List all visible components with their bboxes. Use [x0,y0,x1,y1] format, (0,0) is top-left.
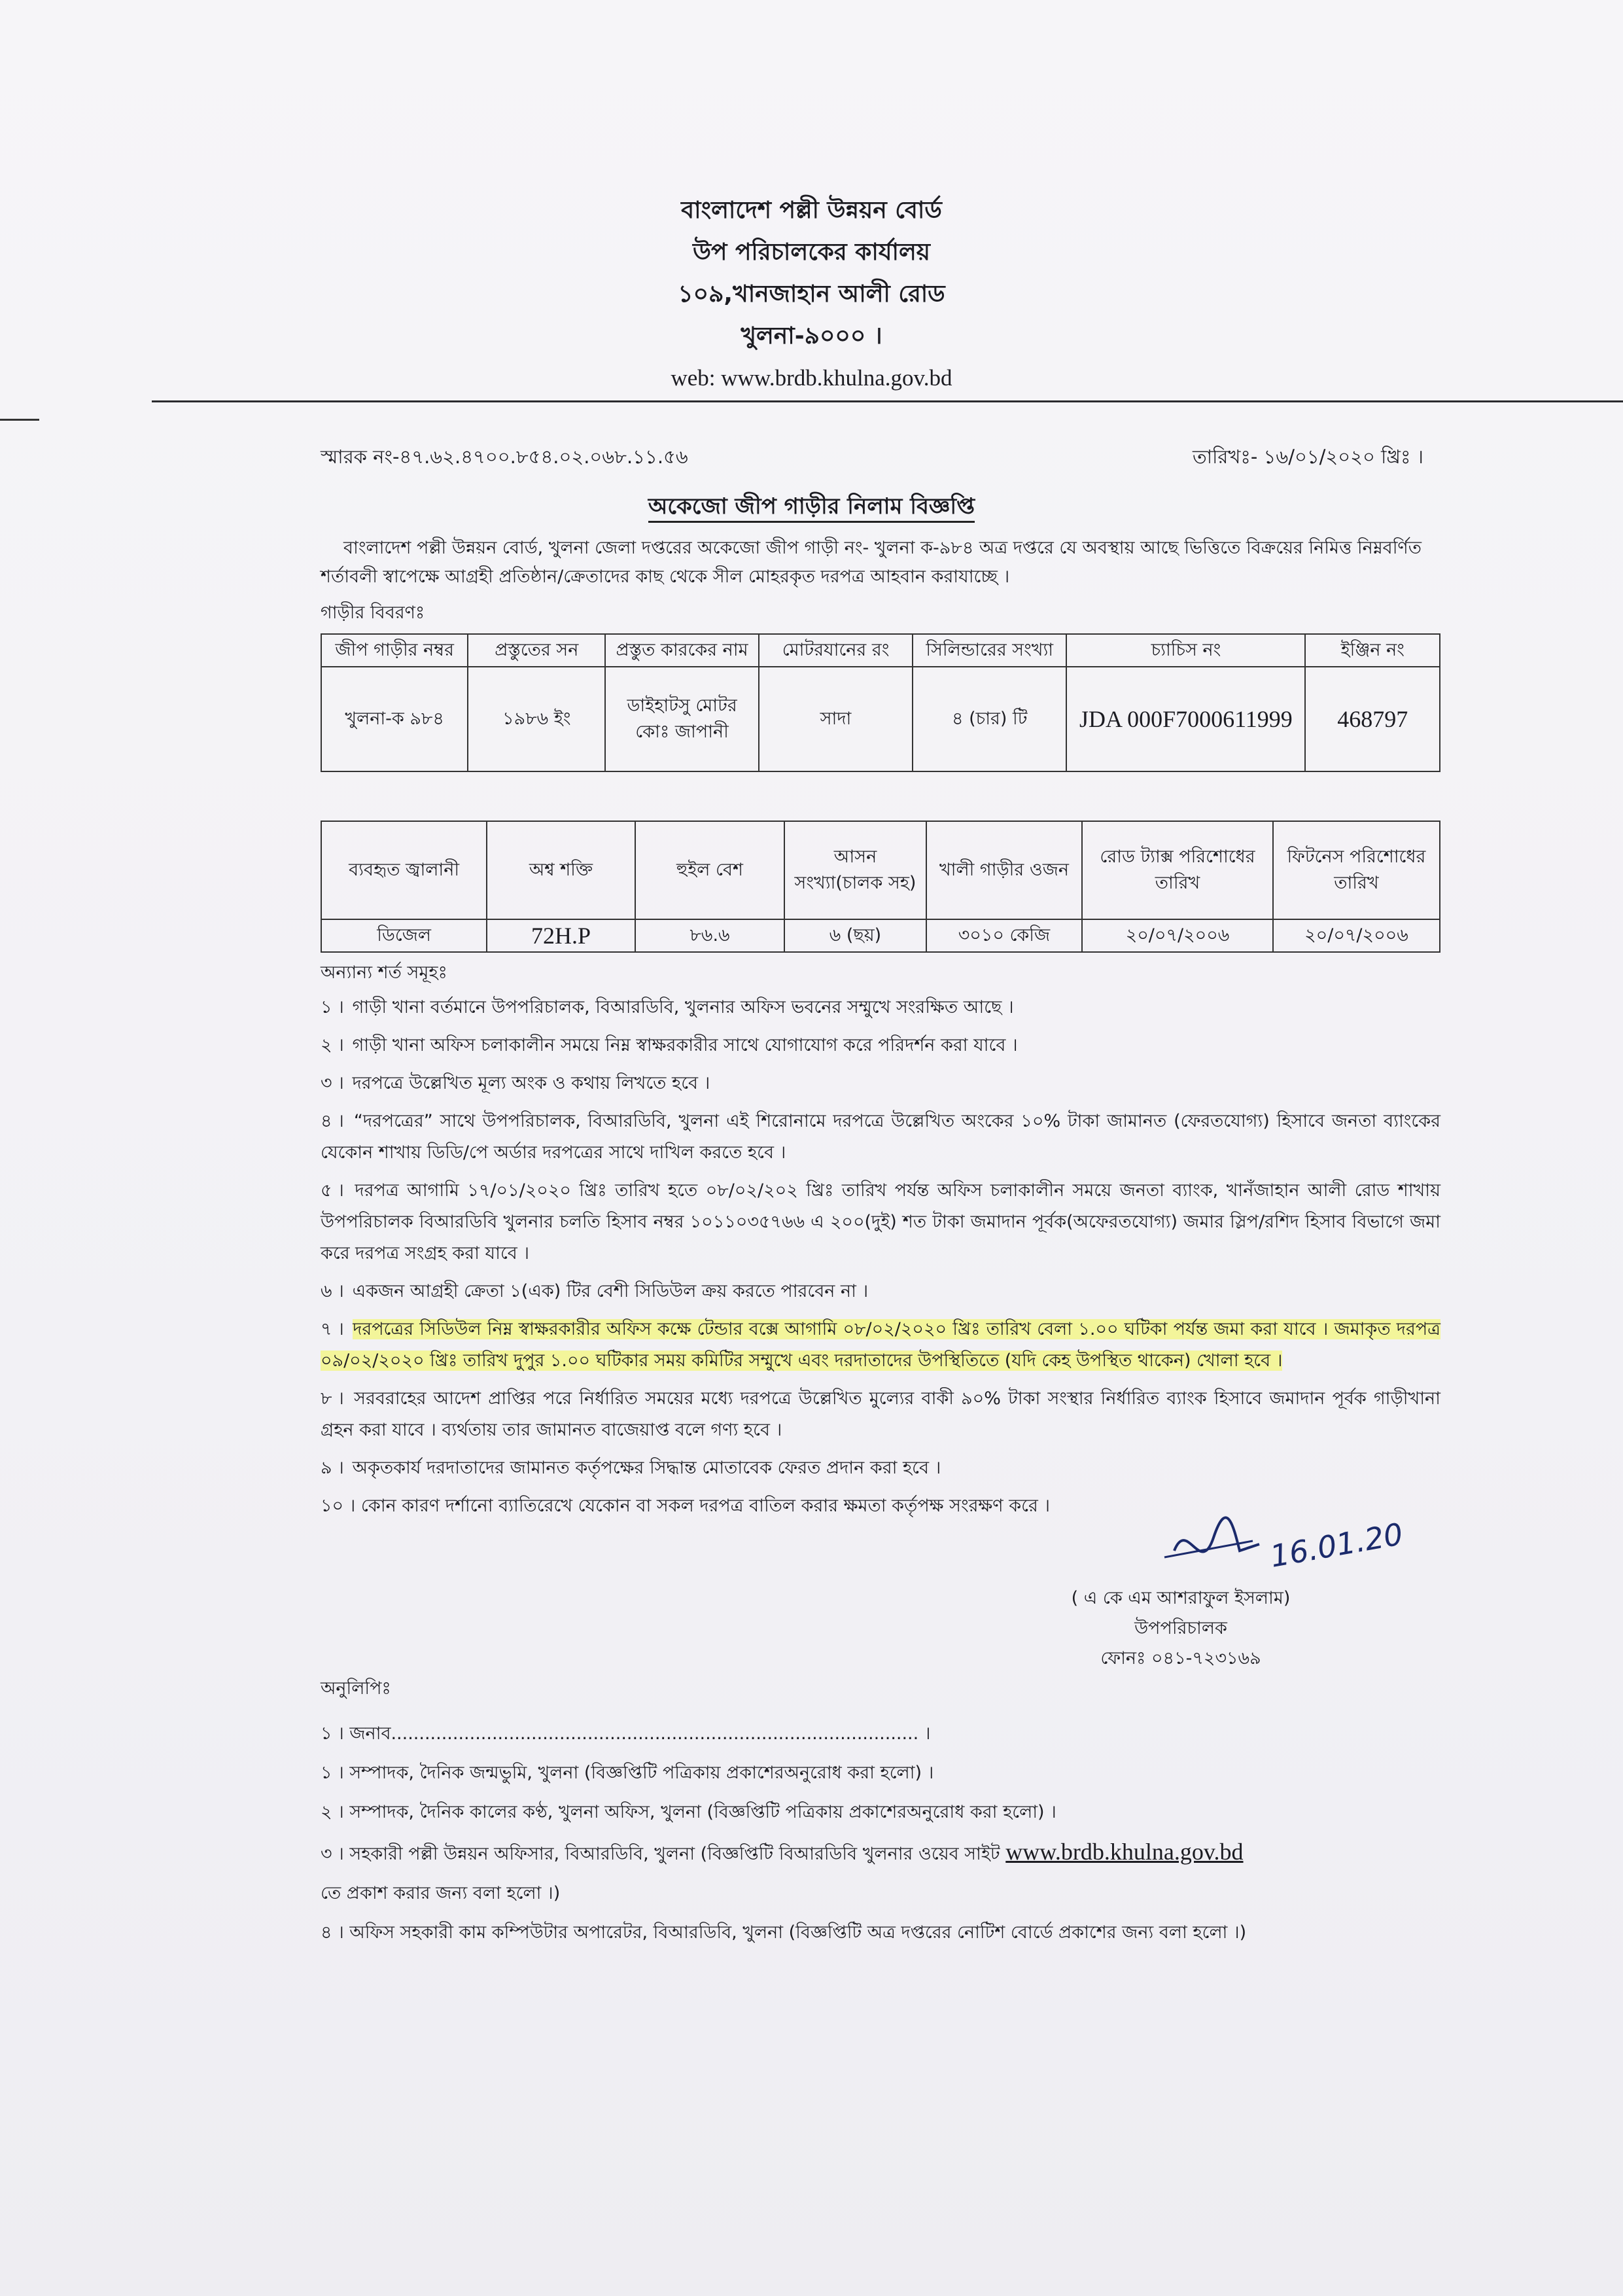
list-item: ৫ । দরপত্র আগামি ১৭/০১/২০২০ খ্রিঃ তারিখ হতে ০৮/০২/২০২ খ্রিঃ তারিখ পর্যন্ত অফিস চলাকালীন সময়ে জনতা ব্যাংক, খানঁজাহান আলী রোড শাখায় উপপরিচালক বিআরডিবি খুলনার চলতি হিসাব নম্বর ১০১১০৩৫৭৬৬ এ ২০০(দুই) শত টাকা জমাদান পূর্বক(অফেরতযোগ্য) জমার স্লিপ/রশিদ হিসাব বিভাগে জমা করে দরপত্র সংগ্রহ করা যাবে । [321,1180,1440,1263]
signature-scribble [1161,1505,1406,1583]
vehicle-table [321,633,1440,772]
table-header-cell: খালী গাড়ীর ওজন [926,821,1082,919]
issue-date: তারিখঃ- ১৬/০১/২০২০ খ্রিঃ । [1192,446,1423,468]
table-cell: ৩০১০ কেজি [926,919,1082,952]
office-address: ১০৯,খানজাহান আলী রোড [678,281,945,308]
specs-table [321,821,1440,953]
fold-mark [0,419,39,421]
table-header-cell: আসন সংখ্যা(চালক সহ) [784,821,926,919]
notice-title [0,489,1623,527]
highlighted-text: দরপত্রের সিডিউল নিম্ন স্বাক্ষরকারীর অফিস কক্ষে টেন্ডার বক্সে আগামি ০৮/০২/২০২০ খ্রিঃ তারিখ বেলা ১.০০ ঘটিকা পর্যন্ত জমা করা যাবে । জমাকৃত দরপত্র ০৯/০২/২০২০ খ্রিঃ তারিখ দুপুর ১.০০ ঘটিকার সময় কমিটির সম্মুখে এবং দরদাতাদের উপস্থিতিতে (যদি কেহ উপস্থিত থাকেন) খোলা হবে । [321,1319,1441,1371]
list-item: ১ । জনাব.............................................................................................. । [321,1723,931,1744]
table-cell: ২০/০৭/২০০৬ [1082,919,1273,952]
table-header-cell: ব্যবহৃত জ্বালানী [321,821,487,919]
table-row [321,667,1440,771]
office-name: উপ পরিচালকের কার্যালয় [692,239,931,266]
list-item: ৪ । অফিস সহকারী কাম কম্পিউটার অপারেটর, বিআরডিবি, খুলনা (বিজ্ঞপ্তিটি অত্র দপ্তরের নোটিশ বোর্ডে প্রকাশের জন্য বলা হলো ।) [321,1922,1247,1943]
list-item: ৬ । একজন আগ্রহী ক্রেতা ১(এক) টির বেশী সিডিউল ক্রয় করতে পারবেন না । [321,1281,869,1301]
table-header-cell: অশ্ব শক্তি [487,821,635,919]
vehicle-heading: গাড়ীর বিবরণঃ [321,603,425,623]
table-row [321,919,1440,952]
list-item: ২ । গাড়ী খানা অফিস চলাকালীন সময়ে নিম্ন স্বাক্ষরকারীর সাথে যোগাযোগ করে পরিদর্শন করা যাবে । [321,1035,1018,1055]
list-item: ৩ । দরপত্রে উল্লেখিত মূল্য অংক ও কথায় লিখতে হবে । [321,1073,710,1093]
signer-details [1034,1583,1328,1674]
list-item: ৩ । সহকারী পল্লী উন্নয়ন অফিসার, বিআরডিবি, খুলনা (বিজ্ঞপ্তিটি বিআরডিবি খুলনার ওয়েব সাইট www.brdb.khulna.gov.bd তে প্রকাশ করার জন্য বলা হলো ।) [321,1839,1244,1903]
table-cell: 72H.P [487,919,635,952]
table-header-cell: ফিটনেস পরিশোধের তারিখ [1273,821,1440,919]
signer-designation: উপপরিচালক [1134,1618,1227,1638]
conditions-heading: অন্যান্য শর্ত সমূহঃ [321,963,447,983]
table-cell: ডাইহাটসু মোটর কোঃ জাপানী [605,667,759,771]
signature-date: 16.01.20 [1267,1516,1406,1574]
cc-heading: অনুলিপিঃ [321,1678,391,1699]
list-item: ৯ । অকৃতকার্য দরদাতাদের জামানত কর্তৃপক্ষের সিদ্ধান্ত মোতাবেক ফেরত প্রদান করা হবে । [321,1458,941,1478]
signer-phone: ফোনঃ ০৪১-৭২৩১৬৯ [1100,1648,1261,1669]
table-header-cell: রোড ট্যাক্স পরিশোধের তারিখ [1082,821,1273,919]
list-item: ৮ । সরবরাহের আদেশ প্রাপ্তির পরে নির্ধারিত সময়ের মধ্যে দরপত্রে উল্লেখিত মুল্যের বাকী ৯০% টাকা সংস্থার নির্ধারিত ব্যাংক হিসাবে জমাদান পূর্বক গাড়ীখানা গ্রহন করা যাবে । ব্যর্থতায় তার জামানত বাজেয়াপ্ত বলে গণ্য হবে । [321,1388,1440,1440]
table-header-row [321,821,1440,919]
signer-name: ( এ কে এম আশরাফুল ইসলাম) [1071,1588,1291,1608]
list-item: ৭ । দরপত্রের সিডিউল নিম্ন স্বাক্ষরকারীর অফিস কক্ষে টেন্ডার বক্সে আগামি ০৮/০২/২০২০ খ্রিঃ তারিখ বেলা ১.০০ ঘটিকা পর্যন্ত জমা করা যাবে । জমাকৃত দরপত্র ০৯/০২/২০২০ খ্রিঃ তারিখ দুপুর ১.০০ ঘটিকার সময় কমিটির সম্মুখে এবং দরদাতাদের উপস্থিতিতে (যদি কেহ উপস্থিত থাকেন) খোলা হবে । [321,1319,1441,1371]
table-header-cell: সিলিন্ডারের সংখ্যা [913,634,1066,667]
table-cell: সাদা [759,667,913,771]
website-link[interactable]: www.brdb.khulna.gov.bd [1005,1839,1244,1865]
table-cell: ৬ (ছয়) [784,919,926,952]
list-item: ১ । সম্পাদক, দৈনিক জন্মভুমি, খুলনা (বিজ্ঞপ্তিটি পত্রিকায় প্রকাশেরঅনুরোধ করা হলো) । [321,1763,934,1783]
org-name: বাংলাদেশ পল্লী উন্নয়ন বোর্ড [681,197,942,224]
letterhead [0,190,1623,399]
notice-title-text: অকেজো জীপ গাড়ীর নিলাম বিজ্ঞপ্তি [648,493,975,523]
table-header-cell: চ্যাচিস নং [1066,634,1305,667]
table-cell: ডিজেল [321,919,487,952]
website: web: www.brdb.khulna.gov.bd [671,365,952,391]
table-cell: ৪ (চার) টি [913,667,1066,771]
list-item: ২ । সম্পাদক, দৈনিক কালের কণ্ঠ, খুলনা অফিস, খুলনা (বিজ্ঞপ্তিটি পত্রিকায় প্রকাশেরঅনুরোধ করা হলো) । [321,1802,1056,1822]
table-cell: ৮৬.৬ [635,919,785,952]
table-cell: ২০/০৭/২০০৬ [1273,919,1440,952]
header-divider [152,400,1623,402]
conditions-list [321,992,1440,1528]
office-city: খুলনা-৯০০০ । [741,323,882,349]
table-header-cell: প্রস্তুতের সন [468,634,605,667]
list-item: ৪ । “দরপত্রের” সাথে উপপরিচালক, বিআরডিবি, খুলনা এই শিরোনামে দরপত্রে উল্লেখিত অংকের ১০% টাকা জামানত (ফেরতযোগ্য) হিসাবে জনতা ব্যাংকের যেকোন শাখায় ডিডি/পে অর্ডার দরপত্রের সাথে দাখিল করতে হবে । [321,1111,1440,1163]
table-header-cell: জীপ গাড়ীর নম্বর [321,634,468,667]
table-cell: JDA 000F7000611999 [1066,667,1305,771]
table-header-row [321,634,1440,667]
table-cell: খুলনা-ক ৯৮৪ [321,667,468,771]
memo-number: স্মারক নং-৪৭.৬২.৪৭০০.৮৫৪.০২.০৬৮.১১.৫৬ [321,446,688,468]
table-cell: ১৯৮৬ ইং [468,667,605,771]
list-item: ১০ । কোন কারণ দর্শানো ব্যাতিরেখে যেকোন বা সকল দরপত্র বাতিল করার ক্ষমতা কর্তৃপক্ষ সংরক্ষণ করে । [321,1496,1051,1516]
table-header-cell: প্রস্তুত কারকের নাম [605,634,759,667]
table-header-cell: হুইল বেশ [635,821,785,919]
cc-list [321,1714,1440,1952]
table-header-cell: ইঞ্জিন নং [1305,634,1440,667]
intro-paragraph: বাংলাদেশ পল্লী উন্নয়ন বোর্ড, খুলনা জেলা দপ্তরের অকেজো জীপ গাড়ী নং- খুলনা ক-৯৮৪ অত্র দপ্তরে যে অবস্থায় আছে ভিত্তিতে বিক্রয়ের নিমিত্ত নিম্নবর্ণিত শর্তাবলী স্বাপেক্ষে আগ্রহী প্রতিষ্ঠান/ক্রেতাদের কাছ থেকে সীল মোহরকৃত দরপত্র আহবান করাযাচ্ছে । [321,538,1422,587]
table-header-cell: মোটরযানের রং [759,634,913,667]
table-cell: 468797 [1305,667,1440,771]
list-item: ১ । গাড়ী খানা বর্তমানে উপপরিচালক, বিআরডিবি, খুলনার অফিস ভবনের সম্মুখে সংরক্ষিত আছে । [321,997,1014,1017]
